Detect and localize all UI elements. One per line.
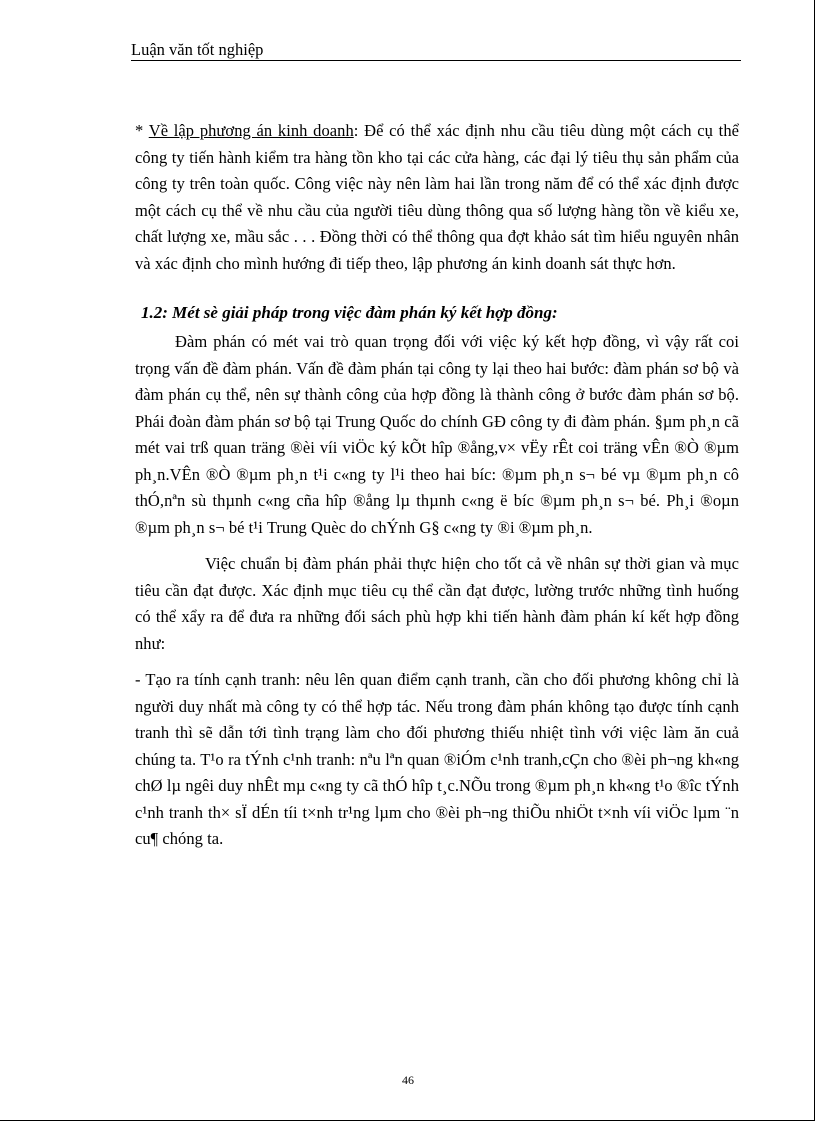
paragraph-negotiation: Đàm phán có mét vai trò quan trọng đối với việc ký kết hợp đồng, vì vậy rất coi trọng vấn đề đàm phán. Vấn đề đàm phán tại công ty lại theo hai bước: đàm phán sơ bộ và đàm phán cụ thể, nên sự thành công của hợp đồng là thành công ở bước đàm phán sơ bộ. Phái đoàn đàm phán sơ bộ tại Trung Quốc do chính GĐ công ty đi đàm phán. §µm ph¸n cã mét vai trß quan träng ®èi víi viÖc ký kÕt hîp ®ång,v× vËy rÊt coi träng vÊn ®Ò ®µm ph¸n.VÊn ®Ò ®µm ph¸n t¹i c«ng ty l¹i theo hai bíc: ®µm ph¸n s¬ bé vµ ®µm ph¸n cô thÓ,nªn sù thµnh c«ng cña hîp ®ång lµ thµnh c«ng ë bíc ®µm ph¸n s¬ bé. Ph¸i ®oµn ®µm ph¸n s¬ bé t¹i Trung Quèc do chÝnh G§ c«ng ty ®i ®µm ph¸n. (135, 332, 739, 537)
plan-text: : Để có thể xác định nhu cầu tiêu dùng một cách cụ thể công ty tiến hành kiểm tra hàng tồn kho tại các cửa hàng, các đại lý tiêu thụ sản phẩm của công ty trên toàn quốc. Công việc này nên làm hai lần trong năm để có thể xác định được một cách cụ thể về nhu cầu của người tiêu dùng thông qua số lượng hàng tồn về kiểu xe, chất lượng xe, mầu sắc . . . Đồng thời có thể thông qua đợt khảo sát tìm hiểu nguyên nhân và xác định cho mình hướng đi tiếp theo, lập phương án kinh doanh sát thực hơn. (135, 121, 739, 273)
paragraph-competition: - Tạo ra tính cạnh tranh: nêu lên quan điểm cạnh tranh, cần cho đối phương không chỉ là người duy nhất mà công ty có thể hợp tác. Nếu trong đàm phán không tạo được tính cạnh tranh thì sẽ dẫn tới tình trạng làm cho đối phương thiếu nhiệt tình với việc làm ăn cuả chúng ta. T¹o ra tÝnh c¹nh tranh: nªu lªn quan ®iÓm c¹nh tranh,cÇn cho ®èi ph¬ng kh«ng chØ lµ ngêi duy nhÊt mµ c«ng ty cã thÓ hîp t¸c.NÕu trong ®µm ph¸n kh«ng t¹o ®îc tÝnh c¹nh tranh th× sÏ dÉn tíi t×nh tr¹ng lµm cho ®èi ph¬ng thiÕu nhiÖt t×nh víi viÖc lµm ¨n cu¶ chóng ta. (135, 670, 739, 848)
page-content (135, 118, 739, 853)
paragraph-business-plan (135, 118, 739, 277)
paragraph-preparation: Việc chuẩn bị đàm phán phải thực hiện cho tốt cả về nhân sự thời gian và mục tiêu cần đạt được. Xác định mục tiêu cụ thể cần đạt được, lường trước những tình huống có thể xẩy ra để đưa ra những đối sách phù hợp khi tiến hành đàm phán kí kết hợp đồng như: (135, 554, 739, 653)
running-header (131, 40, 741, 61)
page-number: 46 (402, 1073, 414, 1087)
bullet-marker: * (135, 121, 149, 140)
header-title: Luận văn tốt nghiệp (131, 40, 264, 59)
section-heading: 1.2: Mét sè giải pháp trong việc đàm phán ký kết hợp đồng: (141, 303, 558, 322)
plan-label: Về lập phương án kinh doanh (148, 121, 354, 140)
